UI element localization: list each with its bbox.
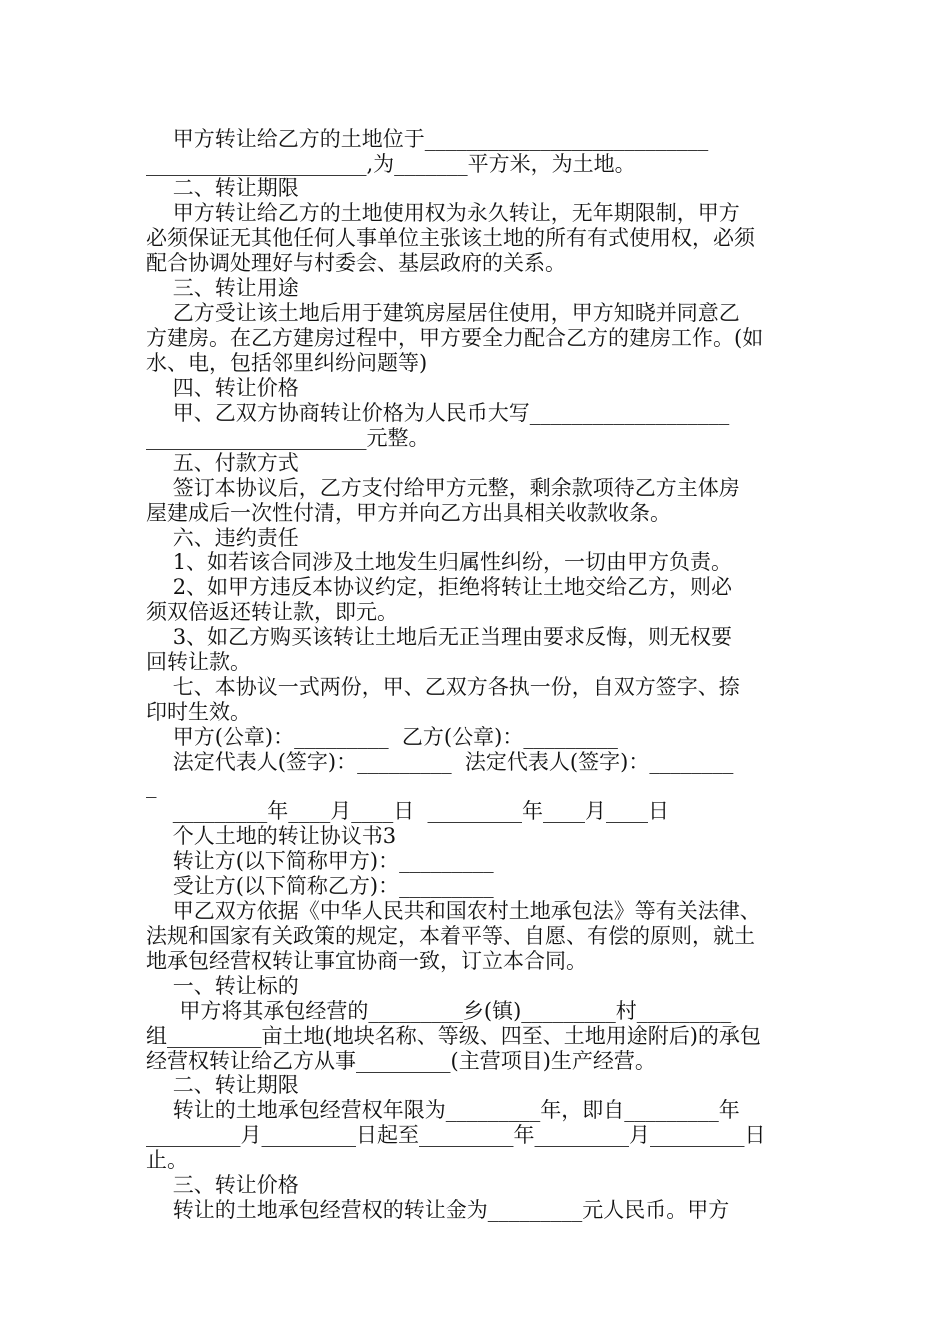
- text-line: 回转让款。: [146, 650, 251, 674]
- text-line: 甲、乙双方协商转让价格为人民币大写___________________: [146, 401, 730, 425]
- text-line: 甲乙双方依据《中华人民共和国农村土地承包法》等有关法律、: [146, 899, 761, 923]
- text-line: 乙方受让该土地后用于建筑房屋居住使用，甲方知晓并同意乙: [146, 301, 740, 325]
- section-heading: 六、违约责任: [146, 526, 299, 550]
- text-line: 法规和国家有关政策的规定，本着平等、自愿、有偿的原则，就土: [146, 924, 755, 948]
- text-line: 水、电，包括邻里纠纷问题等): [146, 351, 428, 375]
- text-line: 2、如甲方违反本协议约定，拒绝将转让土地交给乙方，则必: [146, 575, 733, 599]
- section-heading: 五、付款方式: [146, 451, 299, 475]
- text-line: 受让方(以下简称乙方)：_________: [146, 874, 494, 898]
- text-line: 1、如若该合同涉及土地发生归属性纠纷，一切由甲方负责。: [146, 550, 733, 574]
- document-title: 个人土地的转让协议书3: [146, 824, 397, 848]
- text-line: 地承包经营权转让事宜协商一致，订立本合同。: [146, 949, 587, 973]
- text-line: 屋建成后一次性付清，甲方并向乙方出具相关收款收条。: [146, 501, 671, 525]
- date-line: _________年____月____日 _________年____月____日: [146, 799, 670, 823]
- text-line: 止。: [146, 1148, 188, 1172]
- text-line: _________月_________日起至_________年_________月_________日: [146, 1123, 766, 1147]
- section-heading: 三、转让用途: [146, 276, 299, 300]
- text-line: 必须保证无其他任何人事单位主张该土地的所有有式使用权，必须: [146, 226, 755, 250]
- text-line: _: [146, 774, 157, 798]
- text-line: 配合协调处理好与村委会、基层政府的关系。: [146, 251, 566, 275]
- section-heading: 三、转让价格: [146, 1173, 299, 1197]
- section-heading: 二、转让期限: [146, 1073, 299, 1097]
- text-line: 甲方转让给乙方的土地使用权为永久转让，无年期限制，甲方: [146, 201, 740, 225]
- text-line: 甲方转让给乙方的土地位于___________________________: [146, 127, 709, 151]
- text-line: 七、本协议一式两份，甲、乙双方各执一份，自双方签字、捺: [146, 675, 740, 699]
- text-line: _____________________元整。: [146, 426, 430, 450]
- text-line: 3、如乙方购买该转让土地后无正当理由要求反悔，则无权要: [146, 625, 733, 649]
- section-heading: 四、转让价格: [146, 376, 299, 400]
- text-line: 组_________亩土地(地块名称、等级、四至、土地用途附后)的承包: [146, 1024, 761, 1048]
- text-line: _____________________,为_______平方米，为土地。: [146, 152, 636, 176]
- text-line: 签订本协议后，乙方支付给甲方元整，剩余款项待乙方主体房: [146, 476, 740, 500]
- signature-line: 甲方(公章)：_________ 乙方(公章)：_________: [146, 725, 618, 749]
- text-line: 方建房。在乙方建房过程中，甲方要全力配合乙方的建房工作。(如: [146, 326, 764, 350]
- text-line: 须双倍返还转让款，即元。: [146, 600, 398, 624]
- text-line: 转让的土地承包经营权年限为_________年，即自_________年: [146, 1098, 740, 1122]
- section-heading: 一、转让标的: [146, 974, 299, 998]
- section-heading: 二、转让期限: [146, 176, 299, 200]
- text-line: 转让方(以下简称甲方)：_________: [146, 849, 494, 873]
- text-line: 经营权转让给乙方从事_________(主营项目)生产经营。: [146, 1049, 656, 1073]
- text-line: 甲方将其承包经营的_________乡(镇)_________村_________: [146, 999, 732, 1023]
- text-line: 转让的土地承包经营权的转让金为_________元人民币。甲方: [146, 1198, 730, 1222]
- text-line: 印时生效。: [146, 700, 251, 724]
- signature-line: 法定代表人(签字)：_________ 法定代表人(签字)：________: [146, 750, 734, 774]
